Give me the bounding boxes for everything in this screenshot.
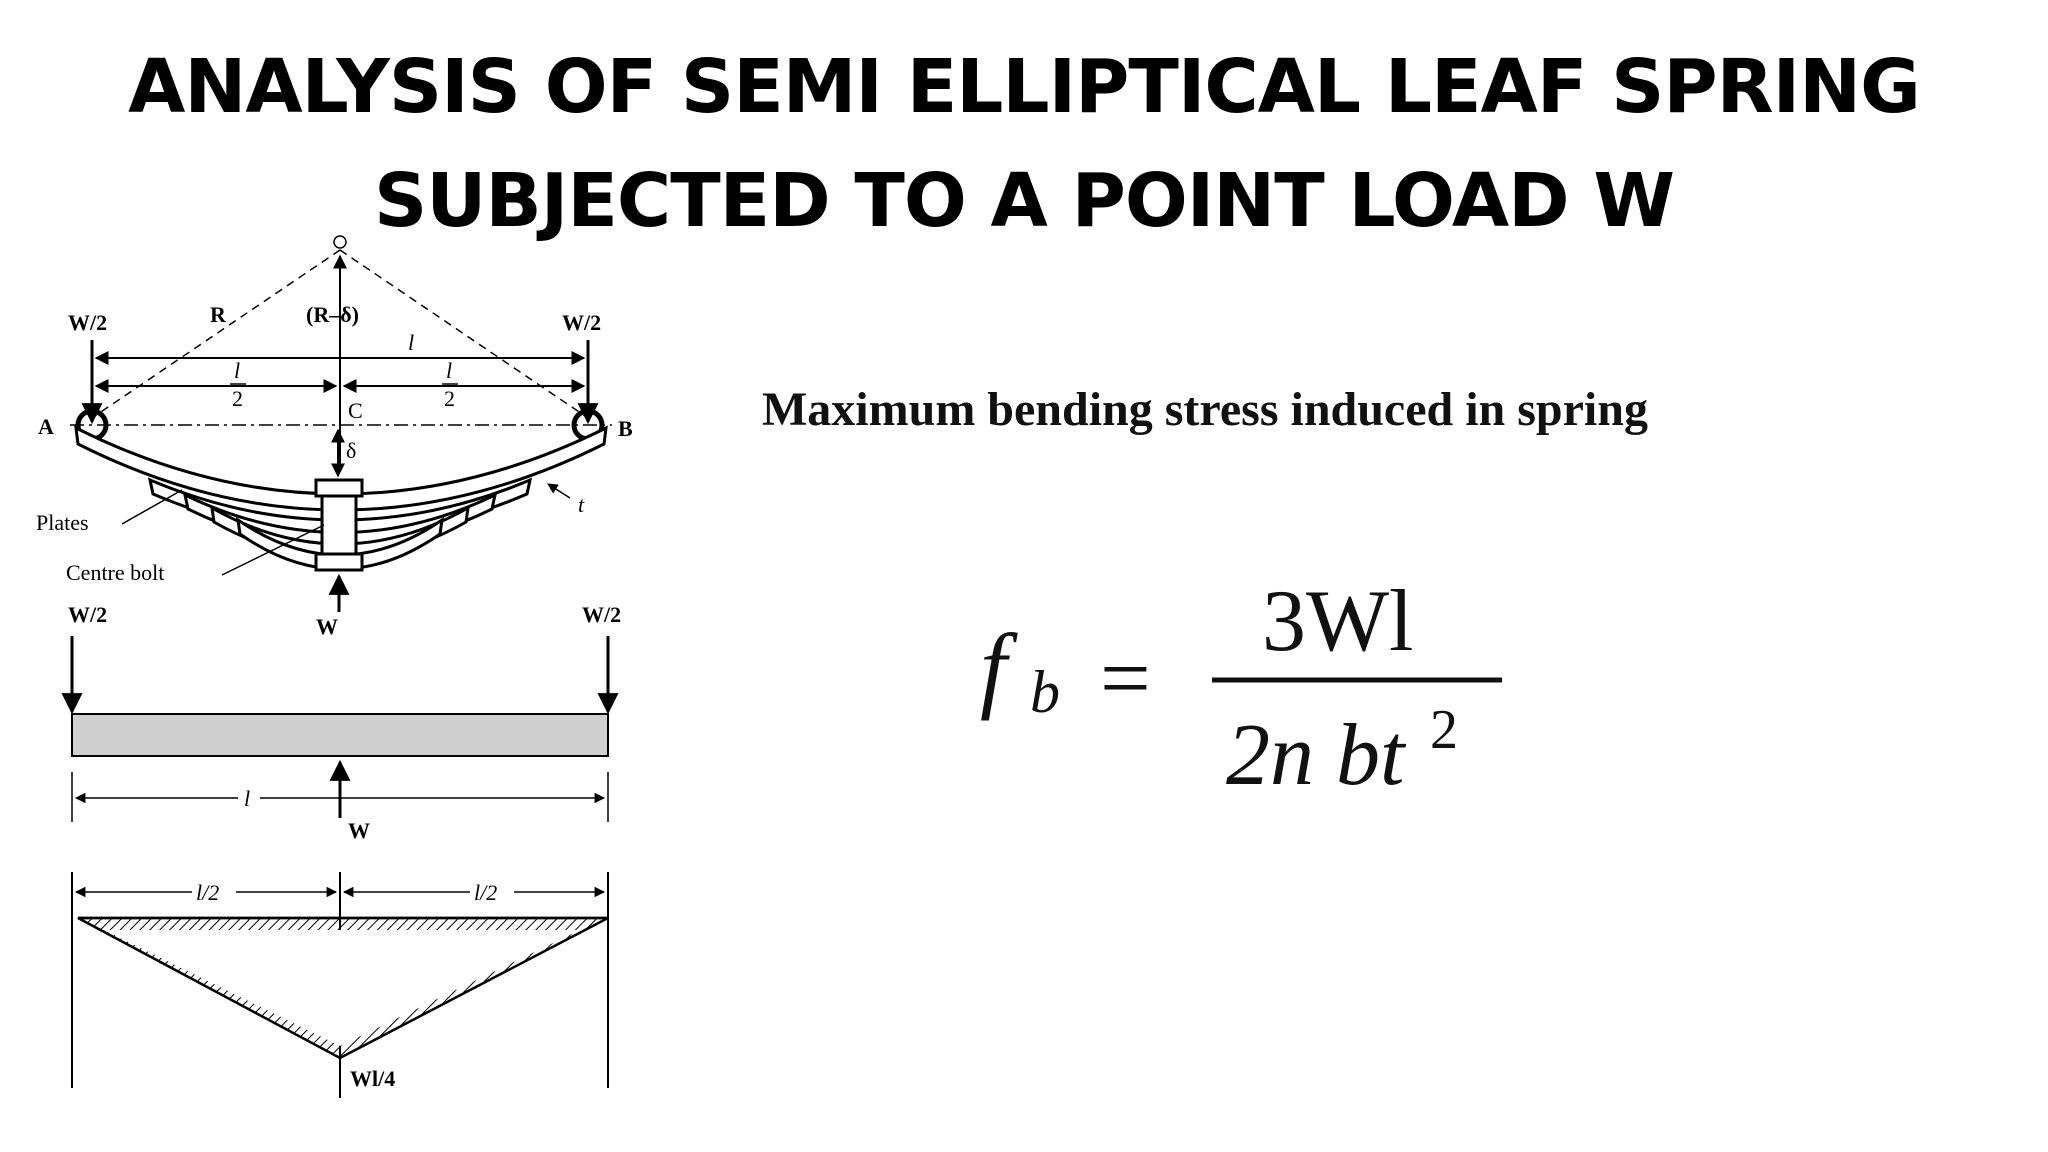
formula-equals: = (1100, 629, 1151, 728)
beam-load-left-label: W/2 (68, 602, 108, 627)
bm-max-label: Wl/4 (350, 1066, 396, 1091)
title-line-2: SUBJECTED TO A POINT LOAD W (374, 158, 1674, 244)
formula-numerator: 3Wl (1262, 573, 1414, 670)
point-c-label: C (348, 398, 363, 423)
formula-lhs-subscript: b (1030, 659, 1060, 725)
formula-exponent: 2 (1430, 699, 1458, 761)
beam-span-label: l (244, 786, 251, 811)
half-span-right-den: 2 (444, 386, 455, 411)
point-b-label: B (618, 416, 633, 441)
centre-load-label: W (316, 614, 338, 639)
half-span-left-num: l (234, 358, 241, 383)
formula-lhs: f (980, 614, 1007, 721)
radius-label: R (210, 302, 226, 327)
deflection-label: δ (346, 438, 357, 463)
half-span-left-den: 2 (232, 386, 243, 411)
span-label: l (408, 330, 415, 355)
caption: Maximum bending stress induced in spring (762, 383, 1648, 436)
plates-label: Plates (36, 510, 89, 535)
beam-reaction-label: W (348, 818, 370, 843)
half-span-right-num: l (446, 358, 453, 383)
beam-load-right-label: W/2 (582, 602, 622, 627)
centre-bolt-label: Centre bolt (66, 560, 165, 585)
load-left-label: W/2 (68, 310, 108, 335)
bm-half-left-label: l/2 (196, 880, 220, 905)
bm-half-right-label: l/2 (474, 880, 498, 905)
load-right-label: W/2 (562, 310, 602, 335)
formula-denominator: 2n bt (1226, 707, 1405, 804)
thickness-label: t (578, 492, 585, 517)
radius-minus-delta-label: (R–δ) (306, 302, 359, 327)
title-line-1: ANALYSIS OF SEMI ELLIPTICAL LEAF SPRING (128, 44, 1920, 130)
point-a-label: A (38, 414, 54, 439)
